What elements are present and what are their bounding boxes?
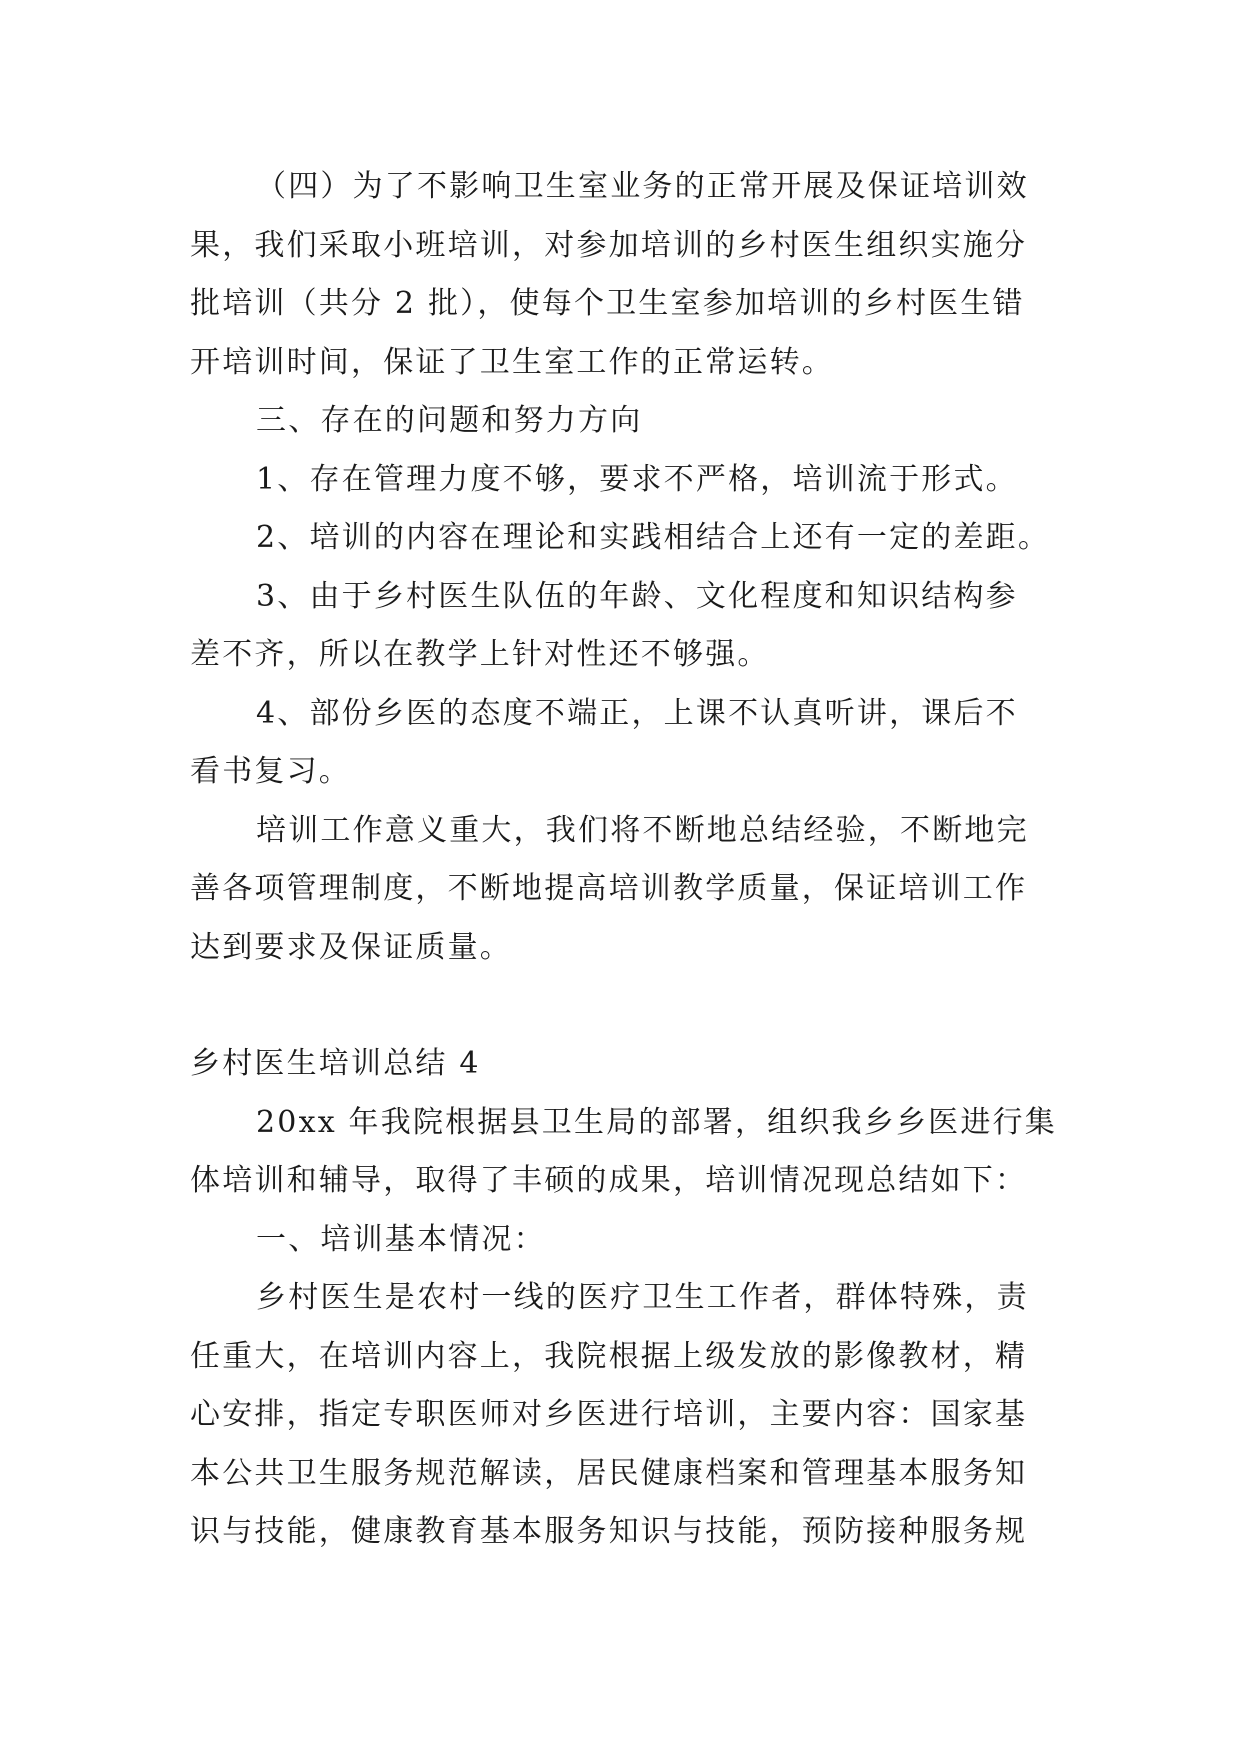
paragraph-line: 批培训（共分 2 批），使每个卫生室参加培训的乡村医生错 — [190, 286, 1025, 321]
document-body — [190, 158, 1070, 1562]
paragraph-line: 培训工作意义重大，我们将不断地总结经验，不断地完 — [256, 812, 1029, 848]
paragraph-line: 果，我们采取小班培训，对参加培训的乡村医生组织实施分 — [190, 227, 1028, 263]
paragraph-line: 善各项管理制度，不断地提高培训教学质量，保证培训工作 — [190, 871, 1028, 906]
paragraph-line: 达到要求及保证质量。 — [190, 929, 512, 965]
paragraph-line: 开培训时间，保证了卫生室工作的正常运转。 — [190, 344, 834, 380]
section-heading: 一、培训基本情况： — [256, 1221, 546, 1257]
paragraph-line: （四）为了不影响卫生室业务的正常开展及保证培训效 — [256, 169, 1029, 204]
paragraph-line: 乡村医生是农村一线的医疗卫生工作者，群体特殊，责 — [256, 1280, 1029, 1315]
paragraph-line: 心安排，指定专职医师对乡医进行培训，主要内容：国家基 — [190, 1397, 1028, 1432]
document-title: 乡村医生培训总结 4 — [190, 1046, 481, 1081]
list-item: 1、存在管理力度不够，要求不严格，培训流于形式。 — [256, 461, 1018, 497]
paragraph-line: 体培训和辅导，取得了丰硕的成果，培训情况现总结如下： — [190, 1163, 1028, 1198]
list-item-continuation: 看书复习。 — [190, 754, 351, 789]
list-item: 3、由于乡村医生队伍的年龄、文化程度和知识结构参 — [256, 578, 1018, 614]
paragraph-line: 识与技能，健康教育基本服务知识与技能，预防接种服务规 — [190, 1514, 1028, 1549]
paragraph-line: 20xx 年我院根据县卫生局的部署，组织我乡乡医进行集 — [256, 1104, 1057, 1140]
list-item: 2、培训的内容在理论和实践相结合上还有一定的差距。 — [256, 520, 1051, 555]
paragraph-line: 本公共卫生服务规范解读，居民健康档案和管理基本服务知 — [190, 1455, 1028, 1491]
list-item: 4、部份乡医的态度不端正，上课不认真听讲，课后不 — [256, 695, 1018, 731]
section-heading: 三、存在的问题和努力方向 — [256, 403, 643, 438]
list-item-continuation: 差不齐，所以在教学上针对性还不够强。 — [190, 637, 770, 672]
paragraph-line: 任重大，在培训内容上，我院根据上级发放的影像教材，精 — [190, 1338, 1028, 1374]
section-spacer — [190, 977, 1070, 1035]
